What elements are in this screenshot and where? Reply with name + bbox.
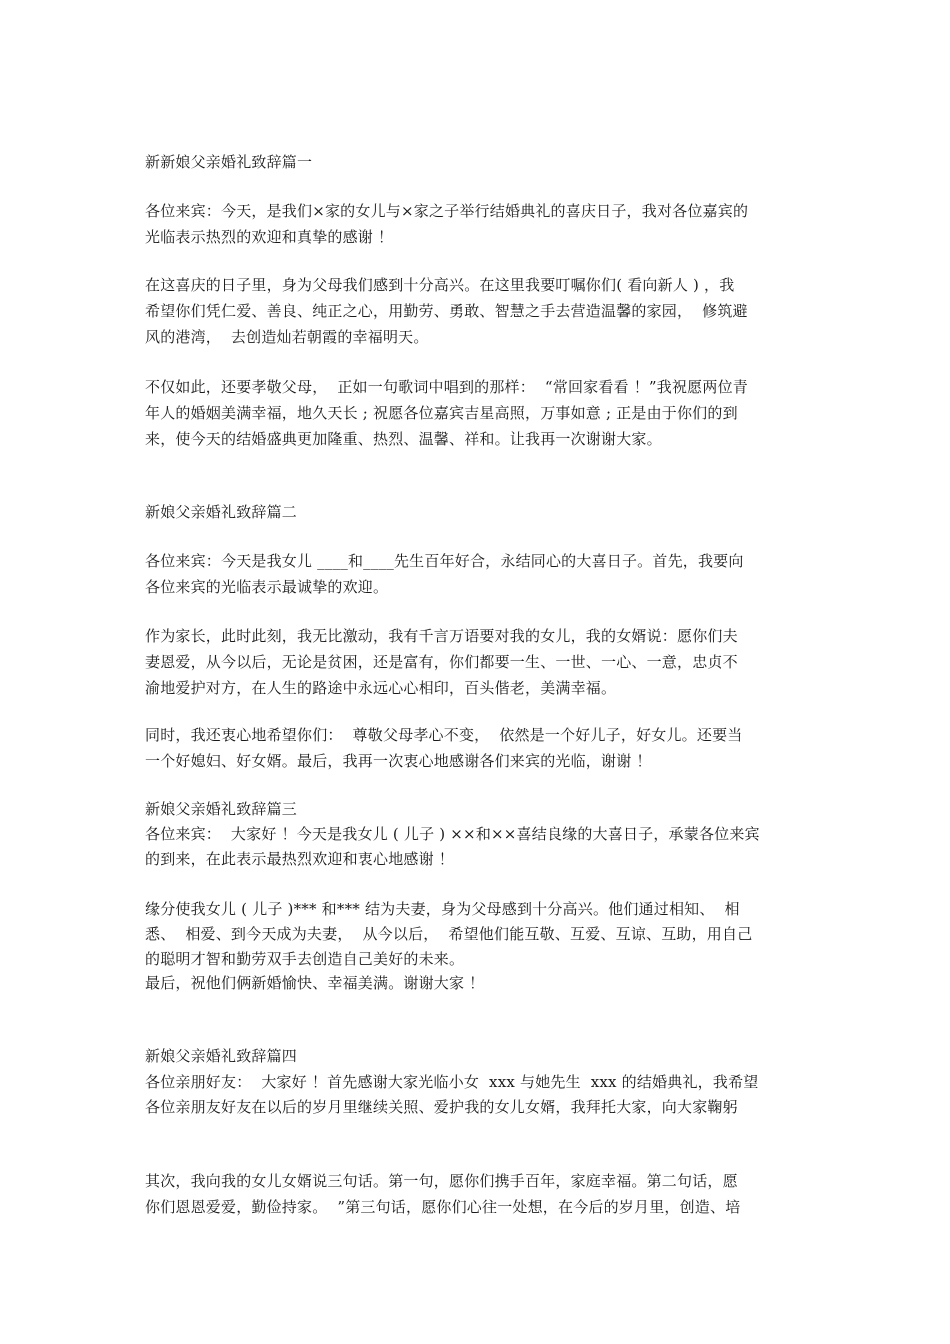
text-line: 一个好媳妇、好女婿。最后，我再一次衷心地感谢各们来宾的光临，谢谢 ！ bbox=[145, 752, 652, 770]
heading-part-three: 新娘父亲婚礼致辞篇三 bbox=[145, 800, 298, 818]
heading-part-one: 新新娘父亲婚礼致辞篇一 bbox=[145, 153, 313, 171]
text-line: 各位亲朋友好友在以后的岁月里继续关照、爱护我的女儿女婿，我拜托大家，向大家鞠躬 bbox=[145, 1098, 738, 1116]
text-line: 年人的婚姻美满幸福，地久天长 ; 祝愿各位嘉宾吉星高照，万事如意 ; 正是由于你们的到 bbox=[145, 404, 738, 422]
text-line: 悉、 相爱、到今天成为夫妻， 从今以后， 希望他们能互敬、互爱、互谅、互助，用自己 bbox=[145, 925, 753, 943]
text-line: 其次，我向我的女儿女婿说三句话。第一句，愿你们携手百年，家庭幸福。第二句话，愿 bbox=[145, 1172, 738, 1190]
heading-part-two: 新娘父亲婚礼致辞篇二 bbox=[145, 503, 298, 521]
text-line: 光临表示热烈的欢迎和真挚的感谢 ！ bbox=[145, 228, 394, 246]
text-line: 最后，祝他们俩新婚愉快、幸福美满。谢谢大家 ！ bbox=[145, 974, 485, 992]
text-line: 来，使今天的结婚盛典更加隆重、热烈、温馨、祥和。让我再一次谢谢大家。 bbox=[145, 430, 662, 448]
text-line: 的聪明才智和勤劳双手去创造自己美好的未来。 bbox=[145, 950, 465, 968]
text-line: 各位来宾： 大家好 ！今天是我女儿 ( 儿子 ) ××和××喜结良缘的大喜日子，承蒙各位来宾 bbox=[145, 825, 760, 843]
text-line: 风的港湾， 去创造灿若朝霞的幸福明天。 bbox=[145, 328, 429, 346]
text-line: 同时，我还衷心地希望你们： 尊敬父母孝心不变， 依然是一个好儿子，好女儿。还要当 bbox=[145, 726, 743, 744]
text-line: 各位来宾：今天是我女儿 ____和____先生百年好合，永结同心的大喜日子。首先，我要向 bbox=[145, 552, 744, 570]
text-line: 渝地爱护对方，在人生的路途中永远心心相印，百头偕老，美满幸福。 bbox=[145, 679, 617, 697]
text-line: 各位来宾的光临表示最诚挚的欢迎。 bbox=[145, 578, 389, 596]
text-line: 不仅如此，还要孝敬父母， 正如一句歌词中唱到的那样： “常回家看看 ！”我祝愿两位青 bbox=[145, 378, 748, 396]
text-line: 作为家长，此时此刻，我无比激动，我有千言万语要对我的女儿，我的女婿说：愿你们夫 bbox=[145, 627, 738, 645]
text-line: 各位来宾：今天，是我们×家的女儿与×家之子举行结婚典礼的喜庆日子，我对各位嘉宾的 bbox=[145, 202, 749, 220]
text-line: 在这喜庆的日子里，身为父母我们感到十分高兴。在这里我要叮嘱你们( 看向新人 ) ，我 bbox=[145, 276, 735, 294]
heading-part-four: 新娘父亲婚礼致辞篇四 bbox=[145, 1047, 298, 1065]
text-line: 你们恩恩爱爱，勤俭持家。 ”第三句话，愿你们心往一处想，在今后的岁月里，创造、培 bbox=[145, 1198, 741, 1216]
text-line: 的到来，在此表示最热烈欢迎和衷心地感谢 ！ bbox=[145, 850, 454, 868]
text-line: 妻恩爱，从今以后，无论是贫困，还是富有，你们都要一生、一世、一心、一意，忠贞不 bbox=[145, 653, 738, 671]
text-line: 各位亲朋好友： 大家好 ！首先感谢大家光临小女 xxx 与她先生 xxx 的结婚典礼，我希望 bbox=[145, 1073, 759, 1091]
text-line: 希望你们凭仁爱、善良、纯正之心，用勤劳、勇敢、智慧之手去营造温馨的家园， 修筑避 bbox=[145, 302, 748, 320]
text-line: 缘分使我女儿 ( 儿子 )*** 和*** 结为夫妻，身为父母感到十分高兴。他们通过相知、 相 bbox=[145, 900, 740, 918]
